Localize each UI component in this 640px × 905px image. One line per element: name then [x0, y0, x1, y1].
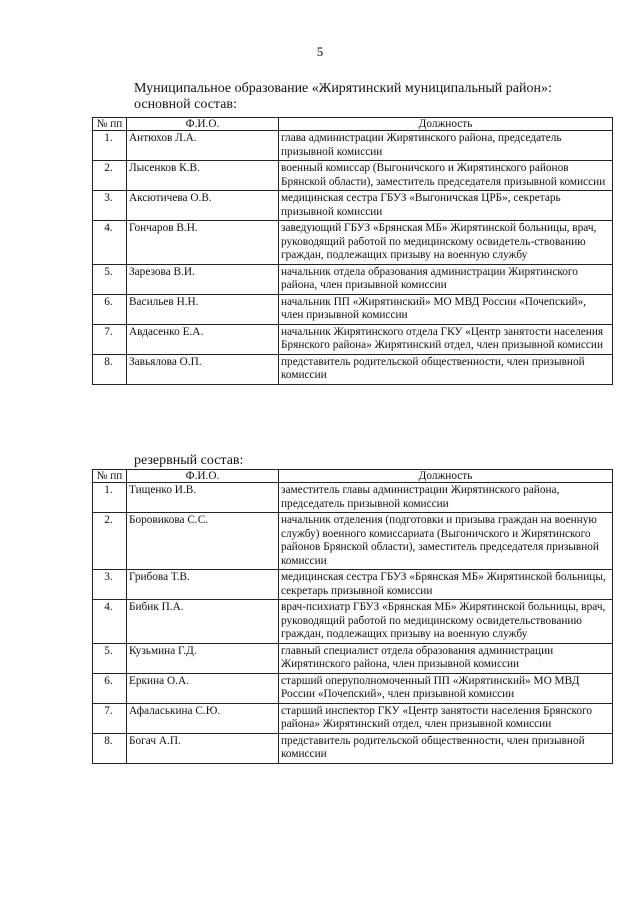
member-name: Антюхов Л.А.: [127, 131, 279, 161]
member-name: Бибик П.А.: [127, 600, 279, 644]
member-name: Афаласькина С.Ю.: [127, 703, 279, 733]
member-position: начальник Жирятинского отдела ГКУ «Центр занятости населения Брянского района» Жирятинский отдел, член призывной комиссии: [279, 324, 613, 354]
table-row: [93, 483, 613, 513]
document-heading: Муниципальное образование «Жирятинский муниципальный район»:: [134, 81, 552, 96]
member-name: Авдасенко Е.А.: [127, 324, 279, 354]
table-row: [93, 191, 613, 221]
member-name: Лысенков К.В.: [127, 161, 279, 191]
member-position: медицинская сестра ГБУЗ «Выгоничская ЦРБ», секретарь призывной комиссии: [279, 191, 613, 221]
column-header-name: Ф.И.О.: [127, 470, 279, 483]
row-number: 6.: [93, 673, 127, 703]
member-name: Гончаров В.Н.: [127, 221, 279, 265]
table-row: [93, 264, 613, 294]
row-number: 3.: [93, 191, 127, 221]
member-name: Васильев Н.Н.: [127, 294, 279, 324]
member-name: Богач А.П.: [127, 733, 279, 763]
table-row: [93, 294, 613, 324]
column-header-position: Должность: [279, 118, 613, 131]
table-header-row: [93, 118, 613, 131]
row-number: 2.: [93, 161, 127, 191]
row-number: 1.: [93, 483, 127, 513]
member-name: Грибова Т.В.: [127, 570, 279, 600]
row-number: 8.: [93, 354, 127, 384]
member-name: Аксютичева О.В.: [127, 191, 279, 221]
column-header-number: № пп: [93, 118, 127, 131]
row-number: 1.: [93, 131, 127, 161]
member-position: представитель родительской общественности, член призывной комиссии: [279, 354, 613, 384]
member-position: начальник ПП «Жирятинский» МО МВД России «Почепский», член призывной комиссии: [279, 294, 613, 324]
column-header-name: Ф.И.О.: [127, 118, 279, 131]
table-row: [93, 570, 613, 600]
table-row: [93, 733, 613, 763]
table-row: [93, 324, 613, 354]
member-name: Еркина О.А.: [127, 673, 279, 703]
page-number: 5: [316, 44, 324, 59]
reserve-composition-table: [92, 469, 613, 764]
row-number: 3.: [93, 570, 127, 600]
member-position: заместитель главы администрации Жирятинского района, председатель призывной комиссии: [279, 483, 613, 513]
row-number: 7.: [93, 324, 127, 354]
row-number: 5.: [93, 264, 127, 294]
member-position: представитель родительской общественности, член призывной комиссии: [279, 733, 613, 763]
member-name: Тищенко И.В.: [127, 483, 279, 513]
member-position: старший инспектор ГКУ «Центр занятости населения Брянского района» Жирятинский отдел, член призывной комиссии: [279, 703, 613, 733]
main-composition-label: основной состав:: [134, 97, 237, 112]
row-number: 8.: [93, 733, 127, 763]
row-number: 4.: [93, 600, 127, 644]
member-name: Боровикова С.С.: [127, 513, 279, 570]
member-position: глава администрации Жирятинского района, председатель призывной комиссии: [279, 131, 613, 161]
column-header-position: Должность: [279, 470, 613, 483]
table-row: [93, 600, 613, 644]
member-position: заведующий ГБУЗ «Брянская МБ» Жирятинской больницы, врач, руководящий работой по медицинскому освидетель-ствованию граждан, подлежащих призыву на военную службу: [279, 221, 613, 265]
member-name: Кузьмина Г.Д.: [127, 643, 279, 673]
row-number: 4.: [93, 221, 127, 265]
table-row: [93, 221, 613, 265]
reserve-composition-label: резервный состав:: [134, 453, 244, 468]
row-number: 5.: [93, 643, 127, 673]
table-row: [93, 131, 613, 161]
table-row: [93, 161, 613, 191]
member-position: старший оперуполномоченный ПП «Жирятинский» МО МВД России «Почепский», член призывной комиссии: [279, 673, 613, 703]
member-position: военный комиссар (Выгоничского и Жирятинского районов Брянской области), заместитель председателя призывной комиссии: [279, 161, 613, 191]
member-name: Зарезова В.И.: [127, 264, 279, 294]
column-header-number: № пп: [93, 470, 127, 483]
table-row: [93, 513, 613, 570]
table-row: [93, 643, 613, 673]
member-position: главный специалист отдела образования администрации Жирятинского района, член призывной комиссии: [279, 643, 613, 673]
row-number: 6.: [93, 294, 127, 324]
member-name: Завьялова О.П.: [127, 354, 279, 384]
table-row: [93, 673, 613, 703]
table-header-row: [93, 470, 613, 483]
table-row: [93, 354, 613, 384]
member-position: начальник отдела образования администрации Жирятинского района, член призывной комиссии: [279, 264, 613, 294]
member-position: врач-психиатр ГБУЗ «Брянская МБ» Жирятинской больницы, врач, руководящий работой по медицинскому освидетельствованию граждан, подлежащих призыву на военную службу: [279, 600, 613, 644]
member-position: начальник отделения (подготовки и призыва граждан на военную службу) военного комиссариата (Выгоничского и Жирятинского районов Брянской области), заместитель председателя призывной комиссии: [279, 513, 613, 570]
row-number: 7.: [93, 703, 127, 733]
member-position: медицинская сестра ГБУЗ «Брянская МБ» Жирятинской больницы, секретарь призывной комиссии: [279, 570, 613, 600]
table-row: [93, 703, 613, 733]
row-number: 2.: [93, 513, 127, 570]
main-composition-table: [92, 117, 613, 385]
